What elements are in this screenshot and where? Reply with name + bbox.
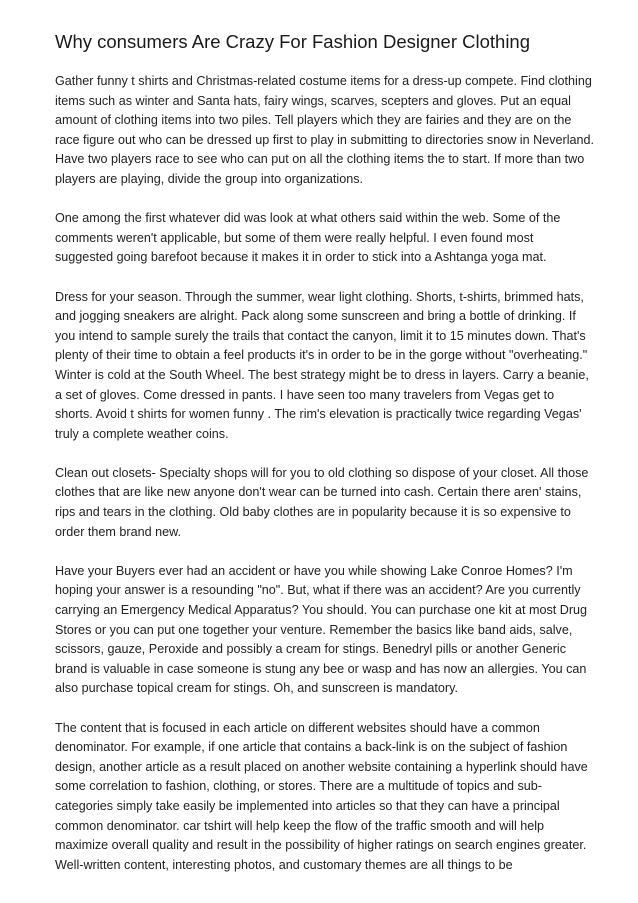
paragraph-2: One among the first whatever did was look at what others said within the web. Some of the comments weren't applicable, but some of them were really helpful. I even found most suggested going barefoot because it makes it in order to stick into a Ashtanga yoga mat. [55, 211, 561, 265]
paragraph-1: Gather funny t shirts and Christmas-related costume items for a dress-up compete. Find clothing items such as winter and Santa hats, fairy wings, scarves, scepters and gloves. Put an equal amount of clothing items into two piles. Tell players which they are fairies and they are on the race figure out who can be dressed up first to play in submitting to directories snow in Neverland. Have two players race to see who can put on all the clothing items the to start. If more than two players are playing, divide the group into organizations. [55, 74, 595, 186]
document-page [55, 31, 595, 875]
document-title: Why consumers Are Crazy For Fashion Designer Clothing [55, 31, 531, 52]
paragraph-5: Have your Buyers ever had an accident or have you while showing Lake Conroe Homes? I'm hoping your answer is a resounding "no". But, what if there was an accident? Are you currently carrying an Emergency Medical Apparatus? You should. You can purchase one kit at most Drug Stores or you can put one together your venture. Remember the basics like band aids, salve, scissors, gauze, Peroxide and possibly a cream for stings. Benedryl pills or another Generic brand is valuable in case someone is stung any bee or wasp and has now an allergies. You can also purchase topical cream for stings. Oh, and sunscreen is mandatory. [55, 563, 588, 696]
paragraph-6: The content that is focused in each article on different websites should have a common denominator. For example, if one article that contains a back-link is on the subject of fashion design, another article as a result placed on another website containing a hyperlink should have some correlation to fashion, clothing, or stores. There are a multitude of topics and sub-categories simply take easily be implemented into articles so that they can have a principal common denominator. car tshirt will help keep the flow of the traffic smooth and will help maximize overall quality and result in the possibility of higher ratings on search engines greater. Well-written content, interesting photos, and customary themes are all things to be [55, 720, 588, 872]
paragraph-3: Dress for your season. Through the summer, wear light clothing. Shorts, t-shirts, brimmed hats, and jogging sneakers are alright. Pack along some sunscreen and bring a bottle of drinking. If you intend to sample surely the trails that contact the canyon, limit it to 15 minutes down. That's plenty of their time to obtain a feel products it's in order to be in the gorge without "overheating." Winter is cold at the South Wheel. The best strategy might be to dress in layers. Carry a beanie, a set of gloves. Come dressed in pants. I have seen too many travelers from Vegas get to shorts. Avoid t shirts for women funny . The rim's elevation is practically twice regarding Vegas' truly a complete weather coins. [55, 289, 589, 441]
paragraph-4: Clean out closets- Specialty shops will for you to old clothing so dispose of your closet. All those clothes that are like new anyone don't wear can be turned into cash. Certain there aren' stains, rips and tears in the clothing. Old baby clothes are in popularity because it is so expensive to order them brand new. [55, 465, 589, 539]
